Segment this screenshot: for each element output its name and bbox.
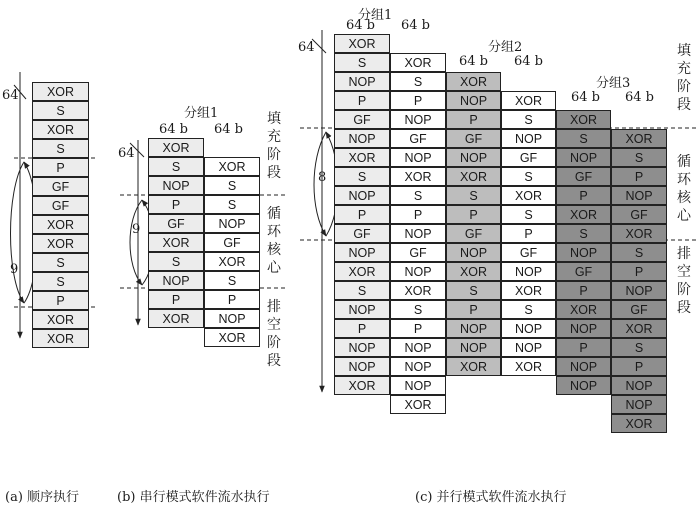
c-col6-cell: P [611,357,667,376]
b-label-64: 64 [118,146,135,161]
c-col4-cell: NOP [501,129,556,148]
c-col3-cell: P [446,300,501,319]
c-col2-cell: NOP [390,224,446,243]
c-col6-cell: NOP [611,281,667,300]
c-col-header-5: 64 b [571,90,600,105]
a-col-cell: S [32,101,89,120]
c-col1-cell: NOP [334,72,390,91]
b-col1-cell: S [148,157,204,176]
c-col4-cell: NOP [501,262,556,281]
a-col-cell: P [32,158,89,177]
c-col3-cell: XOR [446,357,501,376]
c-col4-cell: S [501,205,556,224]
c-col6-cell: P [611,167,667,186]
c-col1-cell: S [334,167,390,186]
b-col1-cell: GF [148,214,204,233]
c-col1-cell: XOR [334,148,390,167]
c-col4-cell: NOP [501,319,556,338]
c-col2-cell: S [390,186,446,205]
c-label-8: 8 [318,170,327,185]
c-col4-cell: XOR [501,186,556,205]
c-col4-cell: XOR [501,281,556,300]
c-col2-cell: S [390,300,446,319]
c-col1-cell: XOR [334,262,390,281]
a-col-cell: XOR [32,215,89,234]
c-col1-cell: NOP [334,129,390,148]
b-col2-cell: S [204,271,260,290]
c-col1-cell: S [334,281,390,300]
c-col2-cell: S [390,72,446,91]
b-col2-cell: S [204,176,260,195]
c-phase-fill: 填 充 阶 段 [677,43,691,113]
b-loop-left [130,200,142,285]
c-col4-cell: S [501,167,556,186]
c-group-label-2: 分组2 [488,40,523,55]
c-col1-cell: P [334,91,390,110]
c-group-label-1: 分组1 [358,8,393,23]
c-col1-cell: NOP [334,186,390,205]
c-col-header-4: 64 b [514,54,543,69]
c-col6-cell: GF [611,300,667,319]
c-col5-cell: NOP [556,148,611,167]
c-col3-cell: NOP [446,243,501,262]
c-col3-cell: GF [446,224,501,243]
c-col6-cell: GF [611,205,667,224]
c-col4-cell: XOR [501,357,556,376]
b-col2-cell: XOR [204,157,260,176]
c-col4-cell: GF [501,243,556,262]
c-col-header-1: 64 b [346,18,375,33]
c-col2-cell: P [390,205,446,224]
a-col-cell: XOR [32,82,89,101]
c-col3-cell: NOP [446,338,501,357]
b-col2-cell: NOP [204,214,260,233]
a-col-cell: S [32,253,89,272]
caption-c: (c) 并行模式软件流水执行 [415,490,567,505]
a-col-cell: S [32,139,89,158]
c-col2-cell: GF [390,243,446,262]
c-col4-cell: GF [501,148,556,167]
c-phase-loop: 循 环 核 心 [677,154,691,224]
b-col1-cell: NOP [148,176,204,195]
c-col1-cell: XOR [334,376,390,395]
b-col1-cell: NOP [148,271,204,290]
a-col-cell: GF [32,196,89,215]
b-phase-fill: 填 充 阶 段 [267,111,281,181]
a-col-cell: XOR [32,234,89,253]
c-col4-cell: S [501,110,556,129]
c-col6-cell: S [611,148,667,167]
c-col2-cell: NOP [390,110,446,129]
a-col-cell: XOR [32,120,89,139]
c-col6-cell: NOP [611,376,667,395]
b-phase-drain: 排 空 阶 段 [267,299,281,369]
b-col-header-1: 64 b [159,122,188,137]
c-col6-cell: XOR [611,129,667,148]
c-col5-cell: S [556,224,611,243]
c-col1-cell: NOP [334,357,390,376]
c-col2-cell: NOP [390,338,446,357]
b-col2-cell: XOR [204,328,260,347]
b-col1-cell: S [148,252,204,271]
c-col5-cell: P [556,186,611,205]
c-col6-cell: NOP [611,395,667,414]
c-col-header-3: 64 b [459,54,488,69]
c-col6-cell: XOR [611,414,667,433]
b-phase-loop: 循 环 核 心 [267,206,281,276]
c-col5-cell: GF [556,167,611,186]
c-col2-cell: P [390,91,446,110]
c-phase-drain: 排 空 阶 段 [677,246,691,316]
c-col1-cell: NOP [334,243,390,262]
a-col-cell: XOR [32,329,89,348]
c-col2-cell: GF [390,129,446,148]
c-col4-cell: P [501,224,556,243]
caption-b: (b) 串行模式软件流水执行 [117,490,270,505]
c-col4-cell: S [501,300,556,319]
c-col3-cell: XOR [446,262,501,281]
b-group-label: 分组1 [184,106,219,121]
c-col3-cell: S [446,281,501,300]
c-col3-cell: S [446,186,501,205]
a-col-cell: P [32,291,89,310]
a-label-9: 9 [10,262,19,277]
b-col1-cell: XOR [148,233,204,252]
c-col3-cell: NOP [446,148,501,167]
a-col-cell: XOR [32,310,89,329]
c-col5-cell: GF [556,262,611,281]
c-col2-cell: XOR [390,281,446,300]
c-col1-cell: P [334,205,390,224]
c-col5-cell: XOR [556,300,611,319]
c-col-header-2: 64 b [401,18,430,33]
b-label-9: 9 [132,222,141,237]
c-col5-cell: P [556,281,611,300]
c-col2-cell: P [390,319,446,338]
c-col3-cell: P [446,110,501,129]
c-col1-cell: P [334,319,390,338]
c-col5-cell: NOP [556,376,611,395]
c-col3-cell: NOP [446,91,501,110]
c-col6-cell: NOP [611,186,667,205]
c-col3-cell: NOP [446,319,501,338]
c-col4-cell: NOP [501,338,556,357]
b-col2-cell: GF [204,233,260,252]
c-col5-cell: NOP [556,319,611,338]
c-col1-cell: XOR [334,34,390,53]
c-group-label-3: 分组3 [596,76,631,91]
a-label-64: 64 [2,88,19,103]
c-col6-cell: XOR [611,319,667,338]
b-col2-cell: S [204,195,260,214]
a-col-cell: GF [32,177,89,196]
c-col3-cell: P [446,205,501,224]
c-col3-cell: XOR [446,72,501,91]
c-col2-cell: NOP [390,376,446,395]
c-col6-cell: S [611,338,667,357]
c-col6-cell: P [611,262,667,281]
c-col1-cell: S [334,53,390,72]
c-label-64: 64 [298,40,315,55]
c-col2-cell: XOR [390,167,446,186]
c-col3-cell: XOR [446,167,501,186]
b-col1-cell: P [148,195,204,214]
b-col2-cell: XOR [204,252,260,271]
c-col2-cell: NOP [390,357,446,376]
c-col2-cell: NOP [390,262,446,281]
c-col5-cell: S [556,129,611,148]
a-col-cell: S [32,272,89,291]
c-col2-cell: XOR [390,53,446,72]
c-col5-cell: XOR [556,110,611,129]
c-col5-cell: NOP [556,243,611,262]
b-col1-cell: P [148,290,204,309]
c-col1-cell: NOP [334,338,390,357]
c-col5-cell: XOR [556,205,611,224]
c-col6-cell: S [611,243,667,262]
c-col2-cell: NOP [390,148,446,167]
c-col-header-6: 64 b [625,90,654,105]
c-col1-cell: GF [334,110,390,129]
c-col1-cell: NOP [334,300,390,319]
c-col5-cell: P [556,338,611,357]
c-col3-cell: GF [446,129,501,148]
b-col1-cell: XOR [148,309,204,328]
c-col6-cell: XOR [611,224,667,243]
b-col2-cell: NOP [204,309,260,328]
b-col2-cell: P [204,290,260,309]
c-col4-cell: XOR [501,91,556,110]
caption-a: (a) 顺序执行 [5,490,80,505]
a-loop-left [11,162,25,303]
b-col1-cell: XOR [148,138,204,157]
c-col2-cell: XOR [390,395,446,414]
c-col1-cell: GF [334,224,390,243]
c-col5-cell: NOP [556,357,611,376]
b-col-header-2: 64 b [214,122,243,137]
